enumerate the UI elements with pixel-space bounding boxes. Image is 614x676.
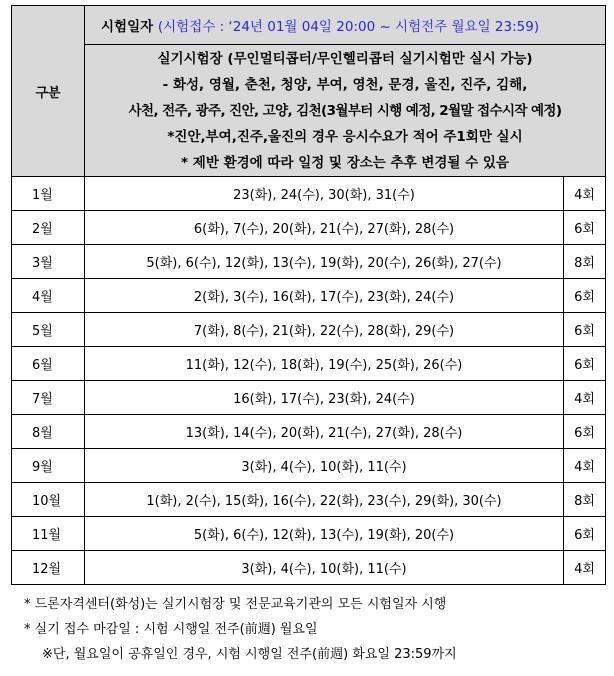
- month-cell: 8월: [12, 415, 85, 449]
- venue-line: * 제반 환경에 따라 일정 및 장소는 추후 변경될 수 있음: [181, 154, 509, 171]
- table-row: [12, 177, 606, 211]
- table-row: [12, 517, 606, 551]
- table-row: [12, 551, 606, 585]
- month-cell: 6월: [12, 347, 85, 381]
- table-row: [12, 381, 606, 415]
- month-cell: 1월: [12, 177, 85, 211]
- dates-cell: 1(화), 2(수), 15(화), 16(수), 22(화), 23(수), 29(화), 30(수): [85, 483, 564, 517]
- count-cell: 8회: [564, 245, 606, 279]
- table-row: [12, 449, 606, 483]
- dates-cell: 16(화), 17(수), 23(화), 24(수): [85, 381, 564, 415]
- dates-cell: 13(화), 14(수), 20(화), 21(수), 27(화), 28(수): [85, 415, 564, 449]
- count-cell: 6회: [564, 313, 606, 347]
- month-cell: 2월: [12, 211, 85, 245]
- table-row: [12, 313, 606, 347]
- category-header: 구분: [12, 6, 85, 177]
- dates-cell: 5(화), 6(수), 12(화), 13(수), 19(화), 20(수), 26(화), 27(수): [85, 245, 564, 279]
- dates-cell: 7(화), 8(수), 21(화), 22(수), 28(화), 29(수): [85, 313, 564, 347]
- dates-cell: 6(화), 7(수), 20(화), 21(수), 27(화), 28(수): [85, 211, 564, 245]
- month-cell: 12월: [12, 551, 85, 585]
- count-cell: 6회: [564, 517, 606, 551]
- venue-line: - 화성, 영월, 춘천, 청양, 부여, 영천, 문경, 울진, 진주, 김해,: [162, 76, 528, 93]
- note: * 실기 접수 마감일 : 시험 시행일 전주(前週) 월요일: [24, 622, 318, 637]
- registration-period: (시험접수 : ‘24년 01월 04일 20:00 ~ 시험전주 월요일 23:59): [157, 19, 540, 35]
- table-row: [12, 483, 606, 517]
- dates-cell: 3(화), 4(수), 10(화), 11(수): [85, 449, 564, 483]
- count-cell: 8회: [564, 483, 606, 517]
- count-cell: 6회: [564, 279, 606, 313]
- month-cell: 4월: [12, 279, 85, 313]
- count-cell: 6회: [564, 211, 606, 245]
- dates-cell: 23(화), 24(수), 30(화), 31(수): [85, 177, 564, 211]
- count-cell: 6회: [564, 347, 606, 381]
- table-row: [12, 211, 606, 245]
- month-cell: 3월: [12, 245, 85, 279]
- exam-schedule-table: [11, 5, 606, 585]
- venue-line: 실기시험장 (무인멀티콥터/무인헬리콥터 실기시험만 실시 가능): [157, 50, 533, 67]
- month-cell: 7월: [12, 381, 85, 415]
- dates-cell: 2(화), 3(수), 16(화), 17(수), 23(화), 24(수): [85, 279, 564, 313]
- venue-line: *진안,부여,진주,울진의 경우 응시수요가 적어 주1회만 실시: [167, 128, 523, 145]
- note: * 드론자격센터(화성)는 실기시험장 및 전문교육기관의 모든 시험일자 시행: [24, 597, 447, 612]
- note: ※단, 월요일이 공휴일인 경우, 시험 시행일 전주(前週) 화요일 23:59까지: [42, 647, 457, 662]
- exam-date-header: [85, 6, 606, 45]
- dates-cell: 5(화), 6(수), 12(화), 13(수), 19(화), 20(수): [85, 517, 564, 551]
- notes: [24, 592, 457, 667]
- count-cell: 4회: [564, 381, 606, 415]
- dates-cell: 11(화), 12(수), 18(화), 19(수), 25(화), 26(수): [85, 347, 564, 381]
- exam-date-title: 시험일자: [101, 19, 154, 35]
- month-cell: 10월: [12, 483, 85, 517]
- month-cell: 5월: [12, 313, 85, 347]
- table-row: [12, 279, 606, 313]
- table-row: [12, 415, 606, 449]
- table-row: [12, 347, 606, 381]
- month-cell: 9월: [12, 449, 85, 483]
- count-cell: 6회: [564, 415, 606, 449]
- dates-cell: 3(화), 4(수), 10(화), 11(수): [85, 551, 564, 585]
- venue-line: 사천, 전주, 광주, 진안, 고양, 김천(3월부터 시행 예정, 2월말 접수시작 예정): [128, 102, 562, 119]
- month-cell: 11월: [12, 517, 85, 551]
- count-cell: 4회: [564, 177, 606, 211]
- count-cell: 4회: [564, 551, 606, 585]
- count-cell: 4회: [564, 449, 606, 483]
- venue-info: [85, 45, 606, 177]
- table-row: [12, 245, 606, 279]
